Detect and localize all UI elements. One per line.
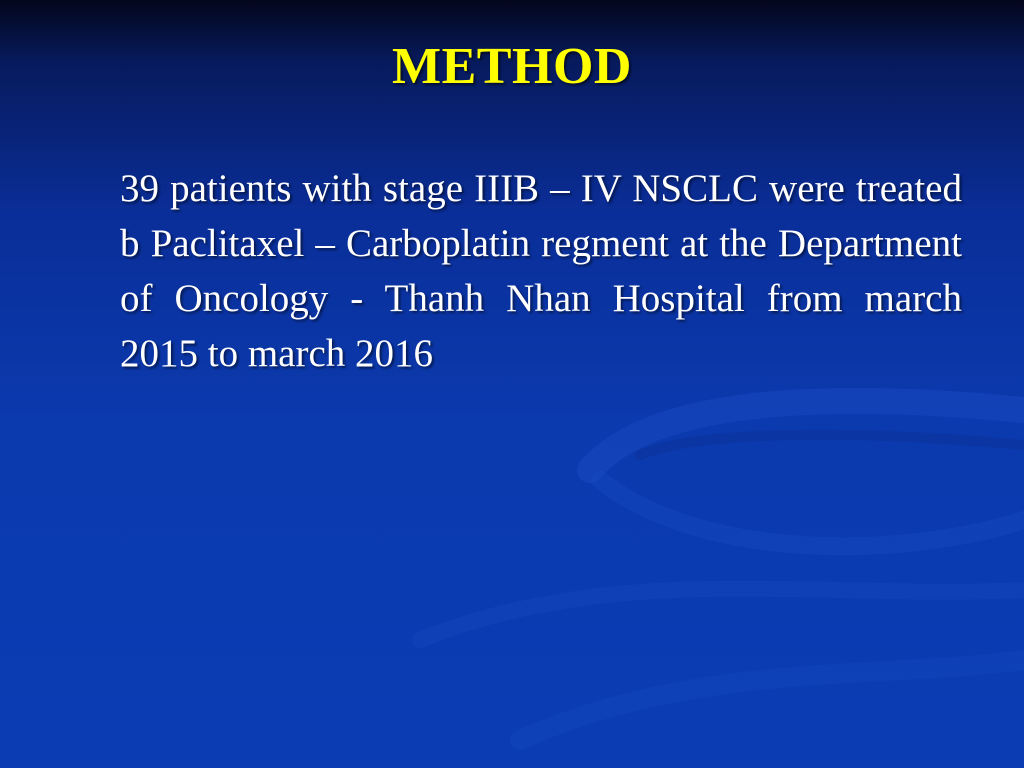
slide-title: METHOD [392, 38, 632, 95]
slide-body-text: 39 patients with stage IIIB – IV NSCLC were treated b Paclitaxel – Carboplatin regment at the Department of Oncology - Thanh Nhan Hospital from march 2015 to march 2016 [120, 167, 962, 375]
